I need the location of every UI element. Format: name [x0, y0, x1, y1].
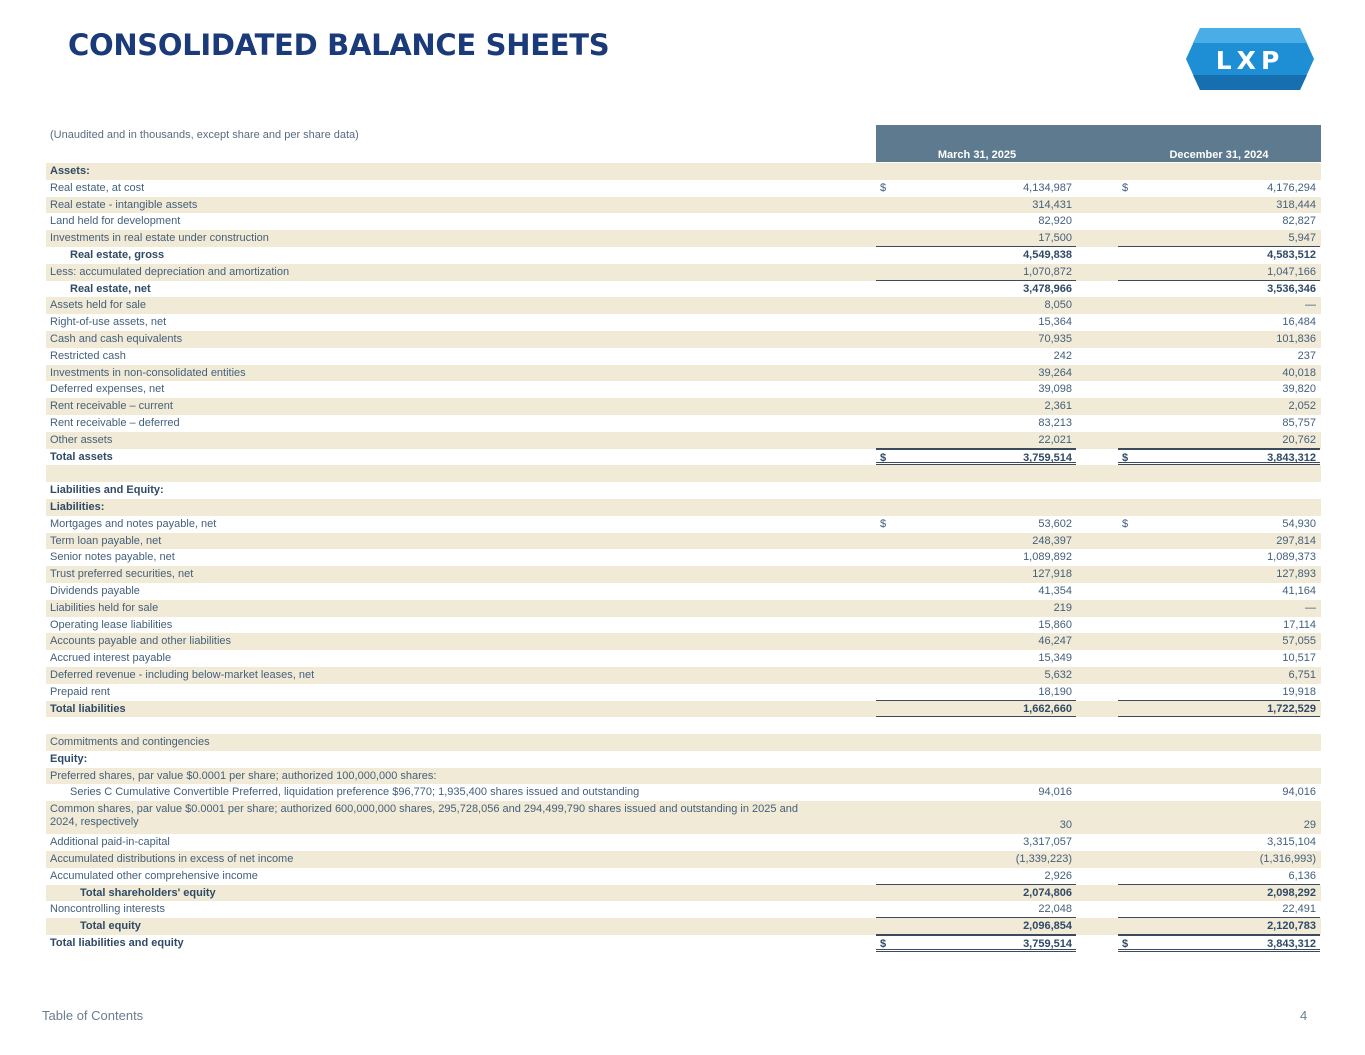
spacer-row: [46, 465, 1321, 482]
cell-march-2025: [876, 516, 1076, 533]
cell-march-2025: [876, 801, 1076, 834]
cell-value: (1,339,223): [1015, 853, 1072, 866]
cell-value: 237: [1297, 349, 1316, 362]
cell-value: 22,021: [1038, 433, 1072, 446]
table-row: [46, 935, 1321, 952]
cell-december-2024: [1118, 901, 1320, 918]
table-row: [46, 667, 1321, 684]
column-header-march-2025: March 31, 2025: [937, 149, 1017, 161]
cell-value: 297,814: [1276, 534, 1316, 547]
cell-value: 94,016: [1282, 786, 1316, 799]
cell-march-2025: [876, 432, 1076, 449]
row-label: Real estate, at cost: [50, 181, 145, 194]
cell-december-2024: [1118, 851, 1320, 868]
cell-march-2025: [876, 885, 1076, 902]
cell-march-2025: [876, 264, 1076, 281]
cell-value: —: [1305, 601, 1316, 614]
cell-march-2025: [876, 381, 1076, 398]
cell-march-2025: [876, 398, 1076, 415]
row-label: Equity:: [50, 752, 88, 765]
table-row: [46, 331, 1321, 348]
cell-value: 2,052: [1288, 400, 1316, 413]
cell-march-2025: [876, 684, 1076, 701]
cell-value: 22,048: [1038, 903, 1072, 916]
cell-value: 53,602: [1038, 517, 1072, 530]
table-row: [46, 264, 1321, 281]
row-label: Dividends payable: [50, 584, 140, 597]
row-label: Noncontrolling interests: [50, 903, 165, 916]
cell-december-2024: [1118, 684, 1320, 701]
cell-december-2024: [1118, 281, 1320, 298]
cell-december-2024: [1118, 549, 1320, 566]
row-label: Term loan payable, net: [50, 534, 162, 547]
cell-value: 4,549,838: [1023, 248, 1072, 261]
row-label: Common shares, par value $0.0001 per share; authorized 600,000,000 shares, 295,728,056 and 294,499,790 shares issued and outstanding in 2025 and 2024, respectively: [50, 803, 798, 829]
table-row: [46, 533, 1321, 550]
cell-march-2025: [876, 213, 1076, 230]
row-label: Total liabilities: [50, 702, 126, 715]
cell-value: —: [1305, 299, 1316, 312]
cell-december-2024: [1118, 348, 1320, 365]
row-label: Liabilities and Equity:: [50, 484, 164, 497]
cell-value: 3,317,057: [1023, 836, 1072, 849]
cell-december-2024: [1118, 935, 1320, 952]
cell-march-2025: [876, 583, 1076, 600]
table-row: [46, 314, 1321, 331]
dollar-sign: $: [880, 938, 887, 951]
lxp-logo: [1186, 28, 1314, 90]
cell-value: 40,018: [1282, 366, 1316, 379]
table-row: [46, 247, 1321, 264]
cell-value: 8,050: [1044, 299, 1072, 312]
cell-value: 2,074,806: [1023, 886, 1072, 899]
table-row: [46, 163, 1321, 180]
dollar-sign: $: [1122, 451, 1129, 464]
cell-value: 82,920: [1038, 215, 1072, 228]
table-row: [46, 834, 1321, 851]
dollar-sign: $: [880, 517, 887, 530]
cell-march-2025: [876, 230, 1076, 247]
cell-value: 39,098: [1038, 383, 1072, 396]
cell-value: 127,918: [1032, 568, 1072, 581]
row-label: Accumulated distributions in excess of net income: [50, 853, 294, 866]
cell-december-2024: [1118, 784, 1320, 801]
row-label: Rent receivable – current: [50, 400, 173, 413]
cell-march-2025: [876, 331, 1076, 348]
logo-text: LXP: [1215, 46, 1285, 75]
cell-december-2024: [1118, 633, 1320, 650]
row-label: Investments in non-consolidated entities: [50, 366, 246, 379]
row-label: Land held for development: [50, 215, 181, 228]
table-row: [46, 365, 1321, 382]
cell-march-2025: [876, 566, 1076, 583]
cell-value: 19,918: [1282, 685, 1316, 698]
row-label: Series C Cumulative Convertible Preferred, liquidation preference $96,770; 1,935,400 shares issued and outstanding: [70, 786, 640, 799]
row-label: Total liabilities and equity: [50, 937, 184, 950]
cell-december-2024: [1118, 432, 1320, 449]
cell-value: 3,843,312: [1267, 938, 1316, 951]
cell-value: 17,500: [1038, 232, 1072, 245]
cell-value: 30: [1059, 819, 1072, 832]
table-row: [46, 633, 1321, 650]
cell-march-2025: [876, 600, 1076, 617]
table-row: [46, 348, 1321, 365]
table-row: [46, 784, 1321, 801]
dollar-sign: $: [880, 181, 887, 194]
row-label: Accumulated other comprehensive income: [50, 869, 258, 882]
page-title: CONSOLIDATED BALANCE SHEETS: [68, 28, 610, 62]
cell-value: 5,632: [1044, 668, 1072, 681]
cell-value: 2,926: [1044, 869, 1072, 882]
table-row: [46, 885, 1321, 902]
cell-march-2025: [876, 617, 1076, 634]
dollar-sign: $: [1122, 517, 1129, 530]
cell-value: 3,315,104: [1267, 836, 1316, 849]
cell-value: 70,935: [1038, 332, 1072, 345]
table-row: [46, 549, 1321, 566]
dollar-sign: $: [1122, 938, 1129, 951]
cell-december-2024: [1118, 566, 1320, 583]
cell-march-2025: [876, 297, 1076, 314]
cell-march-2025: [876, 784, 1076, 801]
spacer-row: [46, 717, 1321, 734]
row-label: Senior notes payable, net: [50, 551, 175, 564]
row-label: Right-of-use assets, net: [50, 316, 167, 329]
cell-december-2024: [1118, 213, 1320, 230]
cell-december-2024: [1118, 415, 1320, 432]
cell-december-2024: [1118, 197, 1320, 214]
cell-december-2024: [1118, 247, 1320, 264]
cell-value: 2,120,783: [1267, 920, 1316, 933]
cell-value: 2,361: [1044, 400, 1072, 413]
row-label: Deferred expenses, net: [50, 383, 165, 396]
row-label: Accounts payable and other liabilities: [50, 635, 232, 648]
cell-value: 2,098,292: [1267, 886, 1316, 899]
cell-value: 1,662,660: [1023, 702, 1072, 715]
cell-value: 54,930: [1282, 517, 1316, 530]
cell-december-2024: [1118, 617, 1320, 634]
cell-december-2024: [1118, 918, 1320, 935]
cell-march-2025: [876, 650, 1076, 667]
table-row: [46, 482, 1321, 499]
cell-march-2025: [876, 868, 1076, 885]
cell-december-2024: [1118, 398, 1320, 415]
table-row: [46, 297, 1321, 314]
cell-value: 20,762: [1282, 433, 1316, 446]
cell-december-2024: [1118, 381, 1320, 398]
table-row: [46, 566, 1321, 583]
cell-march-2025: [876, 247, 1076, 264]
cell-march-2025: [876, 935, 1076, 952]
row-label: Assets held for sale: [50, 299, 146, 312]
cell-value: (1,316,993): [1259, 853, 1316, 866]
row-label: Total assets: [50, 450, 113, 463]
cell-march-2025: [876, 348, 1076, 365]
cell-value: 10,517: [1282, 652, 1316, 665]
cell-value: 5,947: [1288, 232, 1316, 245]
table-row: [46, 516, 1321, 533]
cell-december-2024: [1118, 701, 1320, 718]
page-number: 4: [1300, 1008, 1308, 1023]
table-of-contents-link[interactable]: Table of Contents: [42, 1008, 144, 1023]
row-label: Liabilities held for sale: [50, 601, 159, 614]
table-row: [46, 734, 1321, 751]
cell-december-2024: [1118, 331, 1320, 348]
cell-value: 1,089,892: [1023, 551, 1072, 564]
table-row: [46, 918, 1321, 935]
units-note: (Unaudited and in thousands, except share and per share data): [50, 129, 359, 141]
cell-value: 4,176,294: [1267, 181, 1316, 194]
table-row: [46, 684, 1321, 701]
cell-december-2024: [1118, 230, 1320, 247]
cell-march-2025: [876, 918, 1076, 935]
row-label: Real estate, gross: [70, 248, 165, 261]
cell-value: 39,820: [1282, 383, 1316, 396]
cell-value: 17,114: [1283, 618, 1316, 631]
cell-value: 242: [1053, 349, 1072, 362]
row-label: Real estate, net: [70, 282, 151, 295]
cell-december-2024: [1118, 297, 1320, 314]
cell-value: 3,536,346: [1267, 282, 1316, 295]
cell-value: 127,893: [1276, 568, 1316, 581]
row-label: Assets:: [50, 165, 90, 177]
cell-value: 314,431: [1032, 198, 1072, 211]
table-row: [46, 868, 1321, 885]
row-label: Liabilities:: [50, 500, 105, 513]
table-row: [46, 768, 1321, 785]
cell-december-2024: [1118, 834, 1320, 851]
cell-value: 83,213: [1038, 416, 1072, 429]
row-label: Total shareholders' equity: [80, 886, 216, 899]
cell-value: 248,397: [1032, 534, 1072, 547]
cell-march-2025: [876, 549, 1076, 566]
table-row: [46, 213, 1321, 230]
cell-december-2024: [1118, 583, 1320, 600]
table-row: [46, 600, 1321, 617]
row-label: Additional paid-in-capital: [50, 836, 170, 849]
cell-march-2025: [876, 901, 1076, 918]
cell-march-2025: [876, 415, 1076, 432]
cell-december-2024: [1118, 314, 1320, 331]
row-label: Commitments and contingencies: [50, 736, 210, 749]
row-label: Other assets: [50, 433, 113, 446]
cell-december-2024: [1118, 180, 1320, 197]
cell-december-2024: [1118, 516, 1320, 533]
table-row: [46, 449, 1321, 466]
cell-december-2024: [1118, 449, 1320, 466]
cell-december-2024: [1118, 667, 1320, 684]
cell-value: 1,047,166: [1267, 265, 1316, 278]
cell-value: 3,759,514: [1023, 451, 1072, 464]
cell-value: 18,190: [1038, 685, 1072, 698]
cell-value: 6,136: [1288, 869, 1316, 882]
cell-value: 4,583,512: [1267, 248, 1316, 261]
cell-march-2025: [876, 533, 1076, 550]
cell-value: 1,089,373: [1267, 551, 1316, 564]
table-row: [46, 901, 1321, 918]
cell-value: 3,478,966: [1023, 282, 1072, 295]
row-label: Real estate - intangible assets: [50, 198, 198, 211]
row-label: Deferred revenue - including below-market leases, net: [50, 668, 315, 681]
table-row: [46, 180, 1321, 197]
table-row: [46, 281, 1321, 298]
table-row: [46, 851, 1321, 868]
cell-value: 1,070,872: [1023, 265, 1072, 278]
table-row: [46, 499, 1321, 516]
cell-value: 29: [1303, 819, 1316, 832]
cell-march-2025: [876, 851, 1076, 868]
row-label: Investments in real estate under construction: [50, 232, 269, 245]
dollar-sign: $: [1122, 181, 1129, 194]
dollar-sign: $: [880, 451, 887, 464]
row-label: Total equity: [80, 920, 141, 933]
cell-value: 2,096,854: [1023, 920, 1072, 933]
cell-value: 3,759,514: [1023, 938, 1072, 951]
row-label: Mortgages and notes payable, net: [50, 517, 217, 530]
cell-value: 41,354: [1038, 584, 1072, 597]
cell-december-2024: [1118, 600, 1320, 617]
row-label: Rent receivable – deferred: [50, 416, 180, 429]
cell-december-2024: [1118, 885, 1320, 902]
table-row: [46, 197, 1321, 214]
row-label: Trust preferred securities, net: [50, 568, 194, 581]
cell-march-2025: [876, 365, 1076, 382]
cell-value: 15,349: [1038, 652, 1072, 665]
table-row: [46, 230, 1321, 247]
cell-value: 15,860: [1038, 618, 1072, 631]
cell-value: 46,247: [1038, 635, 1072, 648]
cell-value: 39,264: [1038, 366, 1072, 379]
cell-march-2025: [876, 449, 1076, 466]
cell-march-2025: [876, 180, 1076, 197]
table-row: [46, 617, 1321, 634]
cell-december-2024: [1118, 533, 1320, 550]
cell-value: 219: [1053, 601, 1072, 614]
table-row: [46, 398, 1321, 415]
cell-value: 94,016: [1038, 786, 1072, 799]
table-row: [46, 801, 1321, 834]
cell-value: 1,722,529: [1267, 702, 1316, 715]
cell-value: 6,751: [1288, 668, 1316, 681]
row-label: Less: accumulated depreciation and amortization: [50, 265, 290, 278]
cell-value: 16,484: [1282, 316, 1316, 329]
cell-march-2025: [876, 314, 1076, 331]
cell-value: 3,843,312: [1267, 451, 1316, 464]
cell-march-2025: [876, 701, 1076, 718]
table-row: [46, 650, 1321, 667]
row-label: Cash and cash equivalents: [50, 332, 183, 345]
cell-value: 15,364: [1038, 316, 1072, 329]
cell-value: 4,134,987: [1023, 181, 1072, 194]
table-row: [46, 751, 1321, 768]
cell-march-2025: [876, 197, 1076, 214]
table-row: [46, 381, 1321, 398]
cell-value: 22,491: [1282, 903, 1316, 916]
column-header-december-2024: December 31, 2024: [1169, 149, 1269, 161]
cell-march-2025: [876, 834, 1076, 851]
row-label: Operating lease liabilities: [50, 618, 173, 631]
table-row: [46, 701, 1321, 718]
cell-december-2024: [1118, 365, 1320, 382]
row-label: Prepaid rent: [50, 685, 110, 698]
cell-value: 318,444: [1276, 198, 1316, 211]
cell-value: 82,827: [1282, 215, 1316, 228]
row-label: Preferred shares, par value $0.0001 per share; authorized 100,000,000 shares:: [50, 769, 437, 782]
table-row: [46, 415, 1321, 432]
cell-december-2024: [1118, 650, 1320, 667]
cell-value: 101,836: [1276, 332, 1316, 345]
table-row: [46, 432, 1321, 449]
row-label: Restricted cash: [50, 349, 126, 362]
cell-value: 41,164: [1282, 584, 1316, 597]
cell-december-2024: [1118, 868, 1320, 885]
cell-march-2025: [876, 667, 1076, 684]
row-label: Accrued interest payable: [50, 652, 172, 665]
cell-march-2025: [876, 633, 1076, 650]
balance-sheet-table: [46, 163, 1321, 952]
cell-december-2024: [1118, 264, 1320, 281]
cell-value: 85,757: [1282, 416, 1316, 429]
cell-december-2024: [1118, 801, 1320, 834]
cell-value: 57,055: [1282, 635, 1316, 648]
cell-march-2025: [876, 281, 1076, 298]
table-row: [46, 583, 1321, 600]
